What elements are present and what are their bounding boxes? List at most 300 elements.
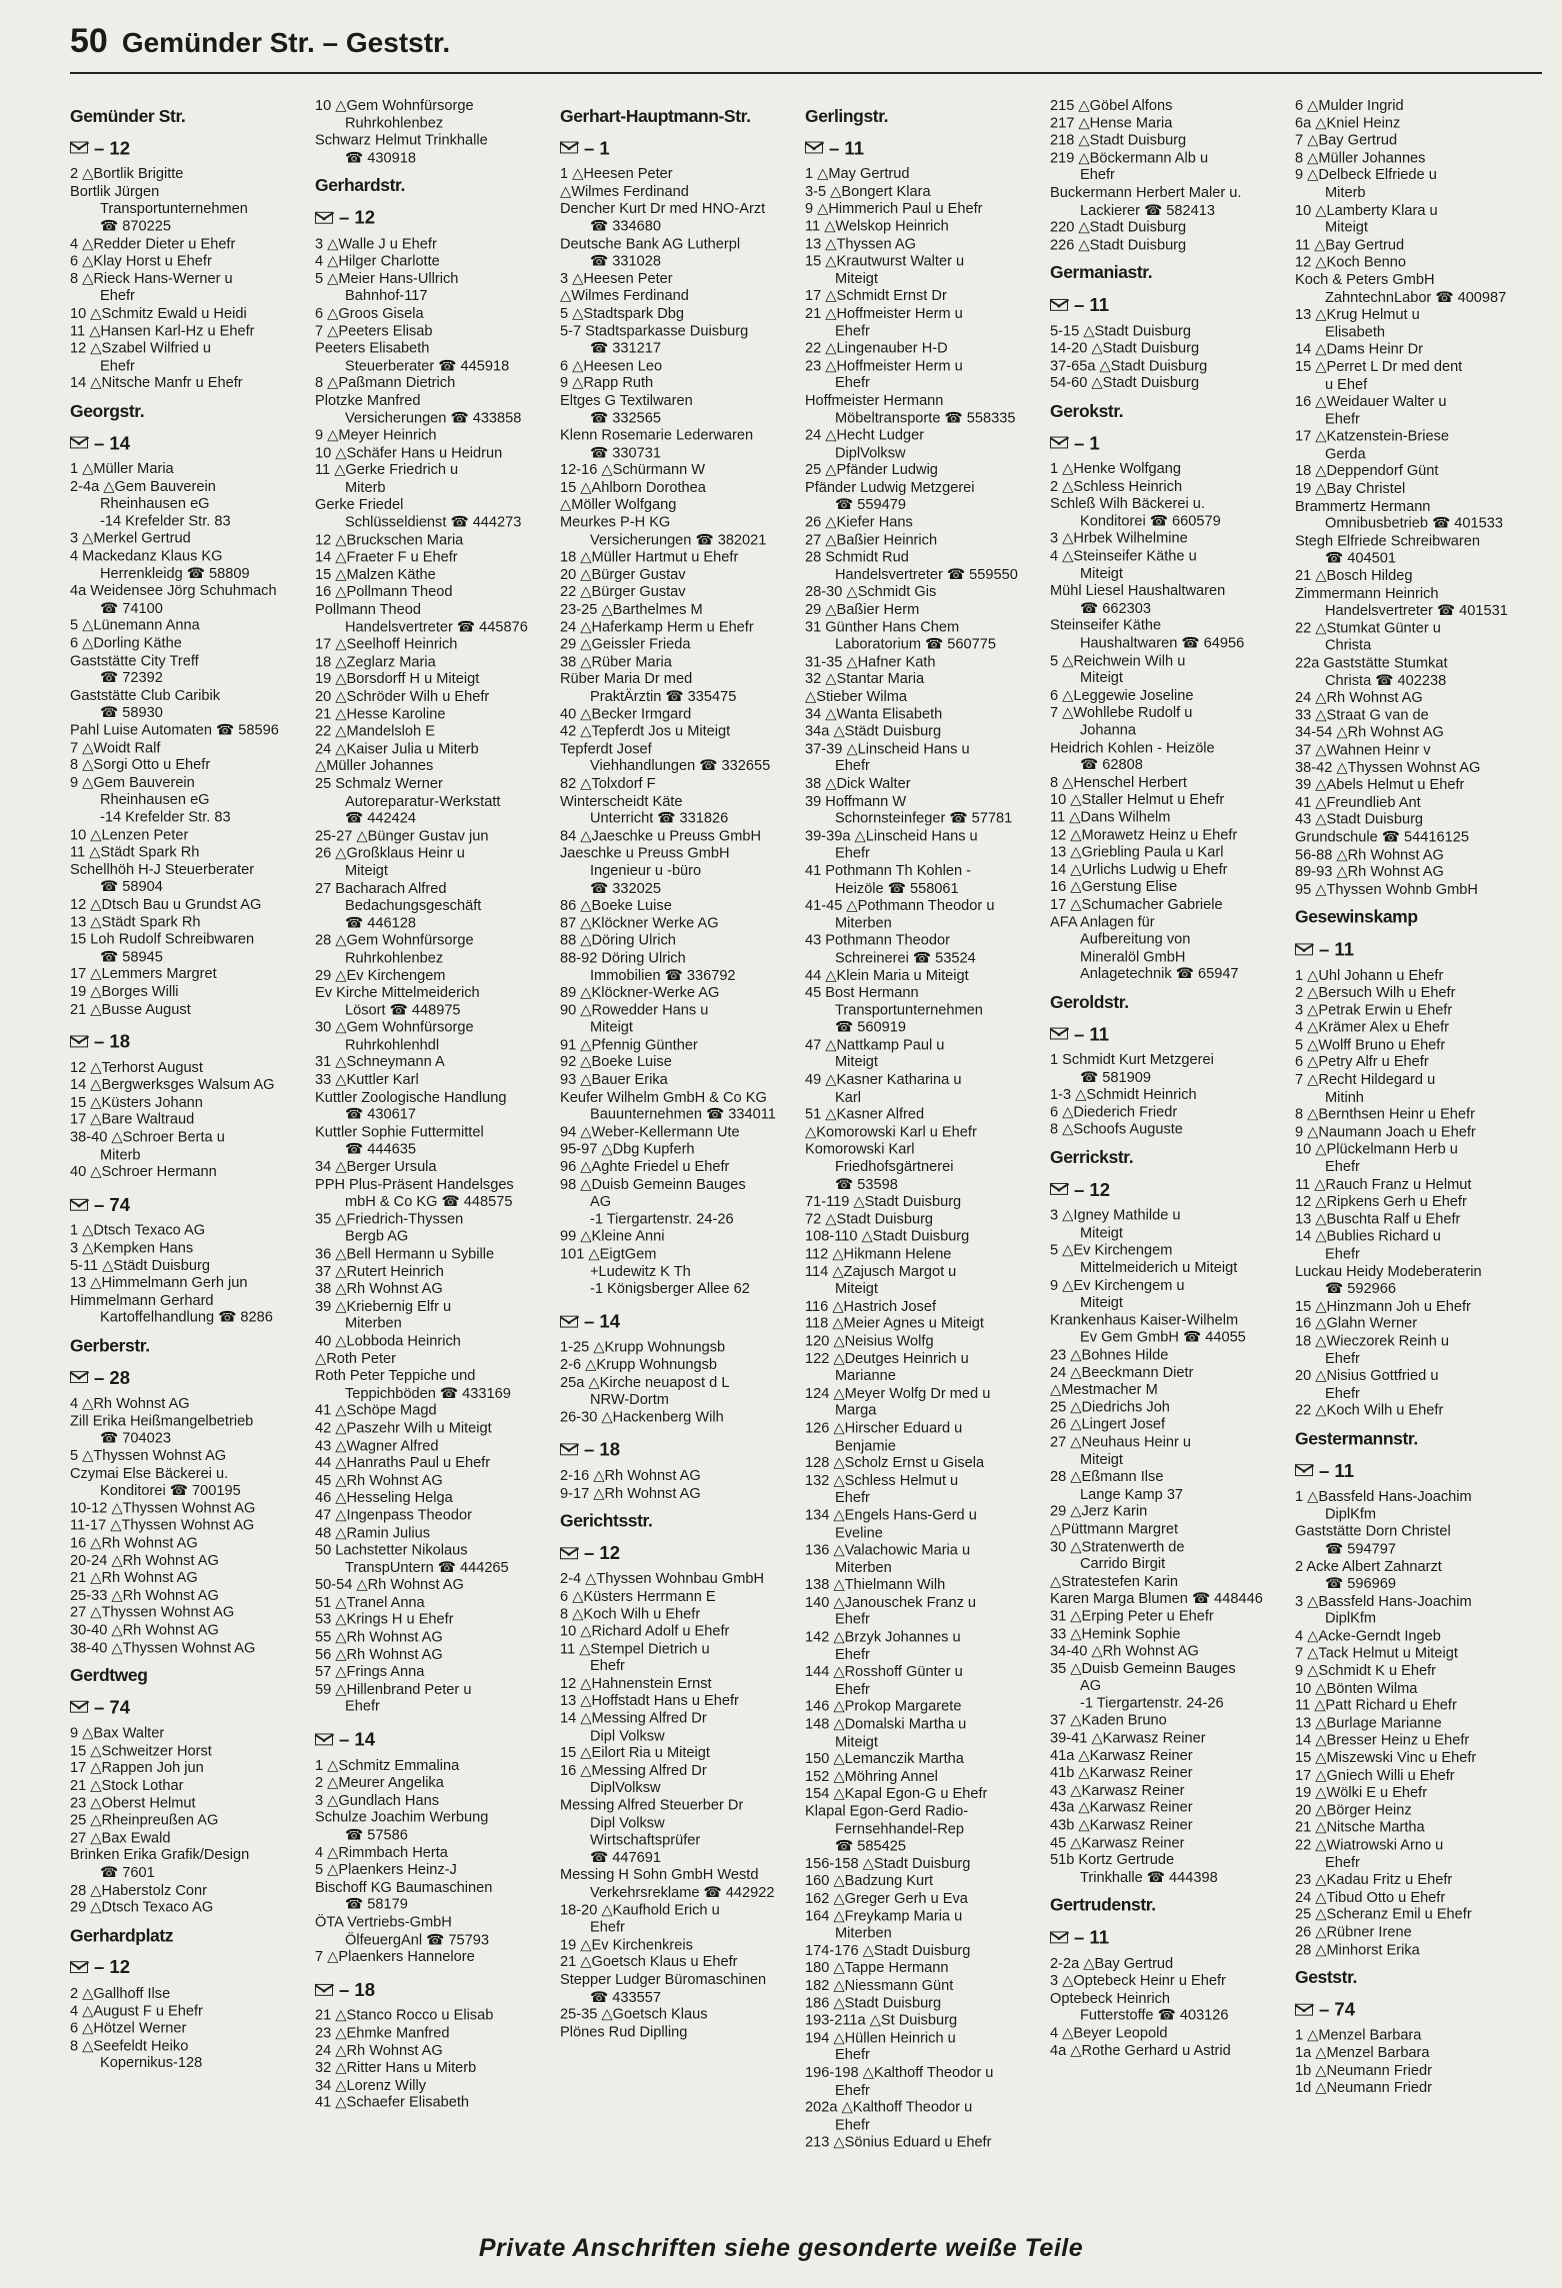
directory-entry: 49 △Kasner Katharina u [805,1072,962,1089]
directory-entry: 39 △Abels Helmut u Ehefr [1295,777,1465,794]
directory-entry: 30-40 △Rh Wohnst AG [70,1622,219,1639]
directory-entry: 47 △Ingenpass Theodor [315,1507,473,1524]
directory-entry: 2 △Gallhoff Ilse [70,1985,171,2002]
entry-continuation: ☎ 72392 [100,670,163,687]
directory-entry: 30 △Gem Wohnfürsorge [315,1019,474,1036]
entry-continuation: Ehefr [1325,1385,1360,1402]
directory-entry: 21 △Busse August [70,1001,191,1018]
entry-continuation: Möbeltransporte ☎ 558335 [835,410,1016,427]
postal-district [70,434,308,451]
entry-continuation: ☎ 581909 [1080,1069,1151,1086]
postal-code: – 18 [339,1978,376,2000]
directory-entry: 27 △Bax Ewald [70,1830,171,1847]
directory-entry: 38-40 △Schroer Berta u [70,1129,225,1146]
directory-entry: 3 △Kempken Hans [70,1240,194,1257]
directory-entry: 4a △Rothe Gerhard u Astrid [1050,2042,1231,2059]
directory-entry: 53 △Krings H u Ehefr [315,1612,454,1629]
directory-entry: 45 △Karwasz Reiner [1050,1835,1185,1851]
directory-entry: 180 △Tappe Hermann [805,1960,949,1977]
directory-entry: 41 Pothmann Th Kohlen - [805,863,972,880]
directory-entry: 98 △Duisb Gemeinn Bauges [560,1176,746,1193]
page-header [70,22,1542,74]
entry-continuation: Ehefr [835,2082,870,2099]
entry-continuation: Handelsvertreter ☎ 401531 [1325,603,1508,619]
directory-entry: 25 △Scheranz Emil u Ehefr [1295,1907,1472,1923]
directory-entry: 43b △Karwasz Reiner [1050,1817,1193,1834]
directory-entry: △Müller Johannes [315,758,434,775]
entry-continuation: ☎ 74100 [100,600,163,617]
directory-entry: 43 △Wagner Alfred [315,1437,439,1454]
directory-entry: Kuttler Sophie Futtermittel [315,1124,484,1141]
directory-entry: 36 △Bell Hermann u Sybille [315,1246,495,1263]
directory-entry: 7 △Recht Hildegard u [1295,1072,1436,1089]
entry-continuation: Ehefr [590,1658,625,1675]
entry-continuation: ☎ 596969 [1325,1576,1396,1593]
entry-continuation: -14 Krefelder Str. 83 [100,809,231,826]
street-heading: Gesewinskamp [1295,907,1418,927]
entry-continuation: Heizöle ☎ 558061 [835,880,959,897]
directory-entry: 4 △Rh Wohnst AG [70,1396,190,1412]
directory-entry: 128 △Scholz Ernst u Gisela [805,1455,985,1472]
postal-district [1295,1459,1533,1481]
directory-entry: 2 △Schless Heinrich [1050,478,1183,495]
envelope-icon [560,1444,578,1456]
directory-entry: 8 △Henschel Herbert [1050,774,1187,791]
directory-entry: Plotzke Manfred [315,392,421,409]
directory-entry: 3 △Igney Mathilde u [1050,1208,1181,1224]
directory-entry: 50-54 △Rh Wohnst AG [315,1577,464,1594]
directory-entry: 15 △Küsters Johann [70,1094,203,1111]
entry-continuation: Ehefr [835,1490,870,1507]
street-heading: Germaniastr. [1050,262,1153,283]
directory-entry: 23 △Bohnes Hilde [1050,1347,1169,1364]
directory-entry: 38-40 △Thyssen Wohnst AG [70,1639,256,1656]
street-heading: Geroldstr. [1050,991,1129,1012]
directory-entry: 10-12 △Thyssen Wohnst AG [70,1500,256,1517]
postal-district [560,1310,798,1332]
directory-entry: 3 △Bassfeld Hans-Joachim [1295,1593,1472,1610]
directory-entry: 16 △Messing Alfred Dr [560,1763,707,1779]
entry-continuation: ☎ 704023 [100,1430,171,1447]
entry-continuation: ☎ 430918 [345,150,416,167]
entry-continuation: Futterstoffe ☎ 403126 [1080,2008,1229,2024]
directory-entry: 89-93 △Rh Wohnst AG [1295,864,1444,881]
directory-entry: 1 Schmidt Kurt Metzgerei [1050,1052,1214,1069]
entry-continuation: Ehefr [835,375,870,392]
directory-entry: 14 △Bresser Heinz u Ehefr [1295,1732,1470,1749]
entry-continuation: Unterricht ☎ 331826 [590,810,729,827]
entry-continuation: Schreinerei ☎ 53524 [835,950,976,967]
entry-continuation: ZahntechnLabor ☎ 400987 [1325,289,1507,306]
directory-entry: 182 △Niessmann Günt [805,1977,954,1994]
entry-continuation: Lange Kamp 37 [1080,1486,1184,1503]
envelope-icon [70,142,88,154]
directory-entry: 12 △Ripkens Gerh u Ehefr [1295,1194,1467,1210]
envelope-icon [70,1035,88,1047]
directory-entry: 35 △Duisb Gemeinn Bauges [1050,1660,1236,1677]
footer-note: Private Anschriften siehe gesonderte weiße Teile [478,2234,1084,2262]
directory-entry: △Komorowski Karl u Ehefr [805,1124,977,1141]
directory-entry: 5 △Thyssen Wohnst AG [70,1448,227,1465]
entry-continuation: Friedhofsgärtnerei [835,1159,954,1176]
street-heading: Gerichtsstr. [560,1510,653,1531]
directory-entry: 28 Schmidt Rud [805,549,909,566]
directory-entry: Stegh Elfriede Schreibwaren [1295,533,1480,550]
directory-entry: 7 △Bay Gertrud [1295,132,1398,149]
entry-continuation: Ehefr [835,2047,870,2064]
directory-entry: 3 △Hrbek Wilhelmine [1050,531,1188,547]
directory-entry: 28-30 △Schmidt Gis [805,584,937,601]
directory-entry: Gaststätte Dorn Christel [1295,1523,1451,1540]
directory-entry: 28 △Minhorst Erika [1295,1941,1420,1958]
directory-entry: 9 △Delbeck Elfriede u [1295,167,1437,184]
entry-continuation: Ehefr [835,1681,870,1698]
directory-entry: 93 △Bauer Erika [560,1072,668,1089]
directory-entry: 42 △Tepferdt Jos u Miteigt [560,723,731,740]
entry-continuation: ☎ 331028 [590,253,661,270]
directory-entry: 29 △Ev Kirchengem [315,967,446,984]
directory-entry: 21 △Nitsche Martha [1295,1820,1425,1836]
entry-continuation: Miteigt [835,1734,878,1750]
directory-entry: 17 △Gniech Willi u Ehefr [1295,1767,1455,1784]
directory-entry: 20-24 △Rh Wohnst AG [70,1552,219,1569]
directory-entry: 3-5 △Bongert Klara [805,183,931,200]
directory-entry: 4a Weidensee Jörg Schuhmach [70,583,277,600]
entry-continuation: ☎ 58945 [100,949,163,965]
directory-entry: 15 △Schweitzer Horst [70,1743,212,1760]
entry-continuation: Dipl Volksw [590,1815,665,1832]
directory-entry: Heidrich Kohlen - Heizöle [1050,740,1215,756]
directory-entry: 6 △Hötzel Werner [70,2020,187,2037]
directory-entry: 17 △Lemmers Margret [70,966,217,983]
postal-code: – 11 [1074,293,1109,315]
directory-entry: 15 △Krautwurst Walter u [805,253,965,270]
directory-entry: 3 △Merkel Gertrud [70,531,191,547]
directory-column [1295,98,1533,2207]
entry-continuation: ☎ 330731 [590,445,661,462]
directory-entry: 38 △Rüber Maria [560,654,672,671]
entry-continuation: -1 Tiergartenstr. 24-26 [1080,1695,1224,1712]
directory-entry: 15 Loh Rudolf Schreibwaren [70,931,255,948]
directory-entry: Optebeck Heinrich [1050,1990,1171,2007]
directory-entry: 21 △Hesse Karoline [315,706,446,723]
directory-entry: Deutsche Bank AG Lutherpl [560,236,741,253]
entry-continuation: Konditorei ☎ 700195 [100,1483,241,1500]
entry-continuation: Miteigt [835,1054,878,1071]
directory-entry: 43a △Karwasz Reiner [1050,1800,1193,1817]
entry-continuation: Lackierer ☎ 582413 [1080,202,1216,219]
directory-entry: 120 △Neisius Wolfg [805,1333,934,1350]
directory-entry: Luckau Heidy Modeberaterin [1295,1263,1482,1280]
street-heading: Gerokstr. [1050,400,1124,421]
entry-continuation: Miteigt [835,1281,878,1298]
directory-entry: 37 △Rutert Heinrich [315,1263,444,1280]
directory-entry: 23-25 △Barthelmes M [560,601,703,618]
directory-entry: Dencher Kurt Dr med HNO-Arzt [560,201,766,218]
directory-entry: 22a Gaststätte Stumkat [1295,655,1448,672]
directory-entry: 1 △Müller Maria [70,461,174,478]
directory-entry: 15 △Hinzmann Joh u Ehefr [1295,1298,1471,1315]
entry-continuation: Immobilien ☎ 336792 [590,967,736,984]
directory-entry: 51 △Kasner Alfred [805,1107,925,1123]
entry-continuation: ☎ 442424 [345,810,416,827]
directory-entry: 156-158 △Stadt Duisburg [805,1856,971,1872]
directory-entry: 8 △Seefeldt Heiko [70,2038,189,2055]
directory-entry: 11 △Bay Gertrud [1295,237,1405,254]
directory-entry: 6 △Küsters Herrmann E [560,1588,716,1605]
directory-entry: 29 △Jerz Karin [1050,1504,1148,1520]
directory-entry: 2-6 △Krupp Wohnungsb [560,1357,717,1374]
directory-entry: 12 △Szabel Wilfried u [70,340,212,357]
envelope-icon [1295,2003,1313,2015]
directory-entry: Ev Kirche Mittelmeiderich [315,985,480,1001]
directory-entry: 33 △Kuttler Karl [315,1072,419,1089]
directory-entry: 11 △Hansen Karl-Hz u Ehefr [70,323,255,340]
directory-entry: 152 △Möhring Annel [805,1768,938,1785]
directory-entry: 8 △Müller Johannes [1295,150,1426,167]
directory-entry: 219 △Böckermann Alb u [1050,150,1209,167]
directory-entry: Rüber Maria Dr med [560,671,693,688]
directory-entry: 9 △Gem Bauverein [70,774,195,791]
directory-entry: 6 △Mulder Ingrid [1295,98,1404,114]
entry-continuation: Ehefr [835,1612,870,1629]
directory-entry: 2 △Bersuch Wilh u Ehefr [1295,985,1456,1001]
postal-code: – 11 [1319,938,1354,960]
directory-entry: Mühl Liesel Haushaltwaren [1050,583,1226,600]
entry-continuation: Miteigt [345,863,388,880]
directory-entry: 39-41 △Karwasz Reiner [1050,1730,1206,1747]
entry-continuation: Christa ☎ 402238 [1325,672,1447,689]
entry-continuation: -1 Tiergartenstr. 24-26 [590,1211,734,1228]
entry-continuation: Schornsteinfeger ☎ 57781 [835,810,1013,827]
postal-district [315,1728,553,1750]
directory-entry: Himmelmann Gerhard [70,1292,214,1309]
entry-continuation: Ehefr [1325,1350,1360,1367]
directory-entry: 46 △Hesseling Helga [315,1490,453,1507]
envelope-icon [70,1372,88,1384]
directory-entry: PPH Plus-Präsent Handelsges [315,1176,514,1193]
entry-continuation: Ehefr [1325,1246,1360,1263]
directory-entry: 1 △May Gertrud [805,166,910,183]
directory-entry: 14 △Dams Heinr Dr [1295,341,1424,358]
directory-entry: 57 △Frings Anna [315,1664,425,1681]
envelope-icon [315,212,333,224]
street-heading: Gerdtweg [70,1665,148,1686]
directory-entry: 9 △Naumann Joach u Ehefr [1295,1124,1476,1141]
directory-entry: 2 Acke Albert Zahnarzt [1295,1558,1442,1575]
directory-entry: 18 △Deppendorf Günt [1295,463,1439,480]
directory-entry: 56 △Rh Wohnst AG [315,1647,443,1663]
directory-entry: 16 △Glahn Werner [1295,1316,1418,1332]
street-heading: Gestermannstr. [1295,1428,1418,1449]
directory-entry: 21 △Hoffmeister Herm u [805,305,963,322]
directory-entry: 22 △Stumkat Günter u [1295,620,1441,637]
directory-entry: 10 △Lenzen Peter [70,827,189,844]
directory-entry: 1 △Heesen Peter [560,166,673,183]
directory-entry: Zill Erika Heißmangelbetrieb [70,1413,254,1430]
entry-continuation: Teppichböden ☎ 433169 [345,1385,511,1402]
entry-continuation: Miterben [835,1925,892,1942]
directory-entry: 23 △Kadau Fritz u Ehefr [1295,1872,1453,1889]
entry-continuation: Ehefr [835,1647,870,1663]
directory-entry: 22 △Mandelsloh E [315,723,435,740]
directory-entry: 18 △Wieczorek Reinh u [1295,1333,1449,1350]
directory-entry: 9 △Meyer Heinrich [315,427,437,444]
directory-entry: 18 △Zeglarz Maria [315,654,436,671]
directory-entry: Bortlik Jürgen [70,183,160,200]
directory-entry: 5 △Meier Hans-Ullrich [315,271,459,287]
directory-entry: 19 △Borsdorff H u Miteigt [315,671,480,688]
directory-entry: 148 △Domalski Martha u [805,1716,967,1733]
directory-entry: 132 △Schless Helmut u [805,1472,959,1489]
directory-entry: 10 △Gem Wohnfürsorge [315,98,474,114]
entry-continuation: ☎ 7601 [100,1865,155,1882]
directory-entry: 34-54 △Rh Wohnst AG [1295,725,1444,741]
directory-entry: 44 △Klein Maria u Miteigt [805,967,969,984]
directory-entry: 33 △Straat G van de [1295,707,1429,724]
entry-continuation: Konditorei ☎ 660579 [1080,513,1221,530]
postal-code: – 1 [584,137,610,158]
directory-entry: 39 Hoffmann W [805,793,907,810]
entry-continuation: +Ludewitz K Th [590,1263,691,1280]
entry-continuation: Ehefr [835,845,870,862]
directory-entry: Karen Marga Blumen ☎ 448446 [1050,1591,1263,1608]
directory-entry: 43 Pothmann Theodor [805,932,950,949]
directory-entry: 1a △Menzel Barbara [1295,2045,1430,2062]
directory-entry: 27 Bacharach Alfred [315,880,447,897]
directory-entry: Messing Alfred Steuerber Dr [560,1797,744,1814]
entry-continuation: -1 Königsberger Allee 62 [590,1281,750,1298]
directory-entry: 10 △Schmitz Ewald u Heidi [70,305,247,322]
directory-column [1050,98,1288,2207]
postal-district [560,1438,798,1460]
directory-entry: 43 △Stadt Duisburg [1295,812,1424,828]
envelope-icon [560,142,578,154]
entry-continuation: ☎ 870225 [100,218,171,235]
directory-entry: 34-40 △Rh Wohnst AG [1050,1643,1199,1660]
directory-entry: 25 △Pfänder Ludwig [805,462,938,479]
directory-entry: 1 △Menzel Barbara [1295,2027,1422,2044]
postal-code: – 18 [94,1030,131,1052]
entry-continuation: Ehefr [1325,1159,1360,1176]
directory-entry: 32 △Ritter Hans u Miterb [315,2060,477,2077]
directory-entry: 124 △Meyer Wolfg Dr med u [805,1385,991,1402]
envelope-icon [70,1199,88,1211]
directory-entry: 40 △Becker Irmgard [560,706,692,723]
directory-entry: Gerke Friedel [315,497,404,514]
directory-entry: 84 △Jaeschke u Preuss GmbH [560,828,762,845]
directory-entry: 90 △Rowedder Hans u [560,1002,709,1019]
entry-continuation: Elisabeth [1325,324,1386,341]
directory-entry: △Wilmes Ferdinand [560,288,689,305]
directory-entry: 15 △Miszewski Vinc u Ehefr [1295,1750,1477,1767]
directory-entry: 6a △Kniel Heinz [1295,115,1401,132]
entry-continuation: Autoreparatur-Werkstatt [345,793,501,810]
envelope-icon [1050,1028,1068,1040]
directory-entry: 39 △Kriebernig Elfr u [315,1298,452,1315]
directory-entry: 2-16 △Rh Wohnst AG [560,1468,701,1484]
envelope-icon [1050,437,1068,449]
directory-entry: 1 △Henke Wolfgang [1050,461,1182,478]
entry-continuation: Miteigt [590,1019,633,1036]
entry-continuation: ☎ 57586 [345,1827,408,1844]
street-heading: Gerberstr. [70,1335,150,1356]
directory-entry: 89 △Klöckner-Werke AG [560,985,720,1001]
directory-entry: 17 △Schmidt Ernst Dr [805,288,947,305]
postal-district [70,1956,308,1978]
entry-continuation: Transportunternehmen [835,1002,983,1019]
directory-entry: 17 △Seelhoff Heinrich [315,636,458,653]
entry-continuation: ☎ 662303 [1080,600,1151,617]
entry-continuation: AG [590,1194,612,1210]
directory-entry: 95 △Thyssen Wohnb GmbH [1295,881,1478,898]
street-heading: Gerhardstr. [315,175,405,196]
directory-entry: 4 △Steinseifer Käthe u [1050,548,1197,565]
directory-entry: 8 △Koch Wilh u Ehefr [560,1606,701,1623]
directory-entry: 39-39a △Linscheid Hans u [805,828,978,845]
directory-entry: 11 △Rauch Franz u Helmut [1295,1176,1472,1193]
directory-entry: Meurkes P-H KG [560,514,671,531]
entry-continuation: Ehefr [835,2117,870,2134]
directory-entry: 13 △Buschta Ralf u Ehefr [1295,1211,1461,1228]
envelope-icon [1050,1931,1068,1943]
street-heading: Gerhart-Hauptmann-Str. [560,105,751,126]
directory-entry: 160 △Badzung Kurt [805,1873,934,1890]
directory-entry: 41a △Karwasz Reiner [1050,1747,1193,1764]
directory-entry: 33 △Hemink Sophie [1050,1626,1181,1642]
directory-entry: 140 △Janouschek Franz u [805,1594,977,1611]
directory-entry: Schulze Joachim Werbung [315,1810,489,1826]
directory-entry: 88-92 Döring Ulrich [560,950,686,967]
entry-continuation: Laboratorium ☎ 560775 [835,636,996,653]
directory-entry: 25a △Kirche neuapost d L [560,1374,730,1391]
directory-entry: 14 △Bublies Richard u [1295,1228,1441,1245]
entry-continuation: Handelsvertreter ☎ 559550 [835,567,1018,583]
directory-entry: 17 △Bare Waltraud [70,1112,195,1129]
directory-entry: 11 △Welskop Heinrich [805,218,949,235]
directory-entry: 45 △Rh Wohnst AG [315,1472,443,1489]
directory-entry: 18-20 △Kaufhold Erich u [560,1902,720,1919]
directory-entry: 12-16 △Schürmann W [560,462,706,479]
directory-entry: 5 △Plaenkers Heinz-J [315,1862,457,1879]
directory-entry: 4 △August F u Ehefr [70,2003,203,2020]
postal-district [70,1030,308,1052]
directory-entry: 14 △Fraeter F u Ehefr [315,549,458,566]
directory-entry: 28 △Haberstolz Conr [70,1882,207,1899]
street-heading: Gemünder Str. [70,105,186,126]
entry-continuation: Versicherungen ☎ 382021 [590,532,767,549]
directory-entry: 1 △Schmitz Emmalina [315,1757,460,1774]
directory-entry: 9 △Bax Walter [70,1725,165,1742]
postal-district [70,139,308,156]
directory-entry: 22 △Koch Wilh u Ehefr [1295,1403,1444,1420]
directory-entry: 9 △Rapp Ruth [560,375,654,392]
directory-entry: 23 △Ehmke Manfred [315,2025,450,2042]
directory-entry: 7 △Plaenkers Hannelore [315,1949,475,1966]
directory-entry: 136 △Valachowic Maria u [805,1542,971,1559]
directory-entry: 41b △Karwasz Reiner [1050,1765,1193,1782]
directory-entry: 13 △Hoffstadt Hans u Ehefr [560,1693,739,1710]
entry-continuation: Ehefr [100,358,135,374]
directory-entry: Bischoff KG Baumaschinen [315,1879,493,1896]
directory-entry: 8 △Bernthsen Heinr u Ehefr [1295,1107,1475,1123]
directory-entry: 54-60 △Stadt Duisburg [1050,375,1200,392]
postal-district [1050,1178,1288,1200]
directory-entry: 4 △Hilger Charlotte [315,253,440,270]
directory-entry: 26 △Großklaus Heinr u [315,845,465,862]
postal-district [1050,434,1288,451]
directory-entry: 25-33 △Rh Wohnst AG [70,1587,219,1604]
